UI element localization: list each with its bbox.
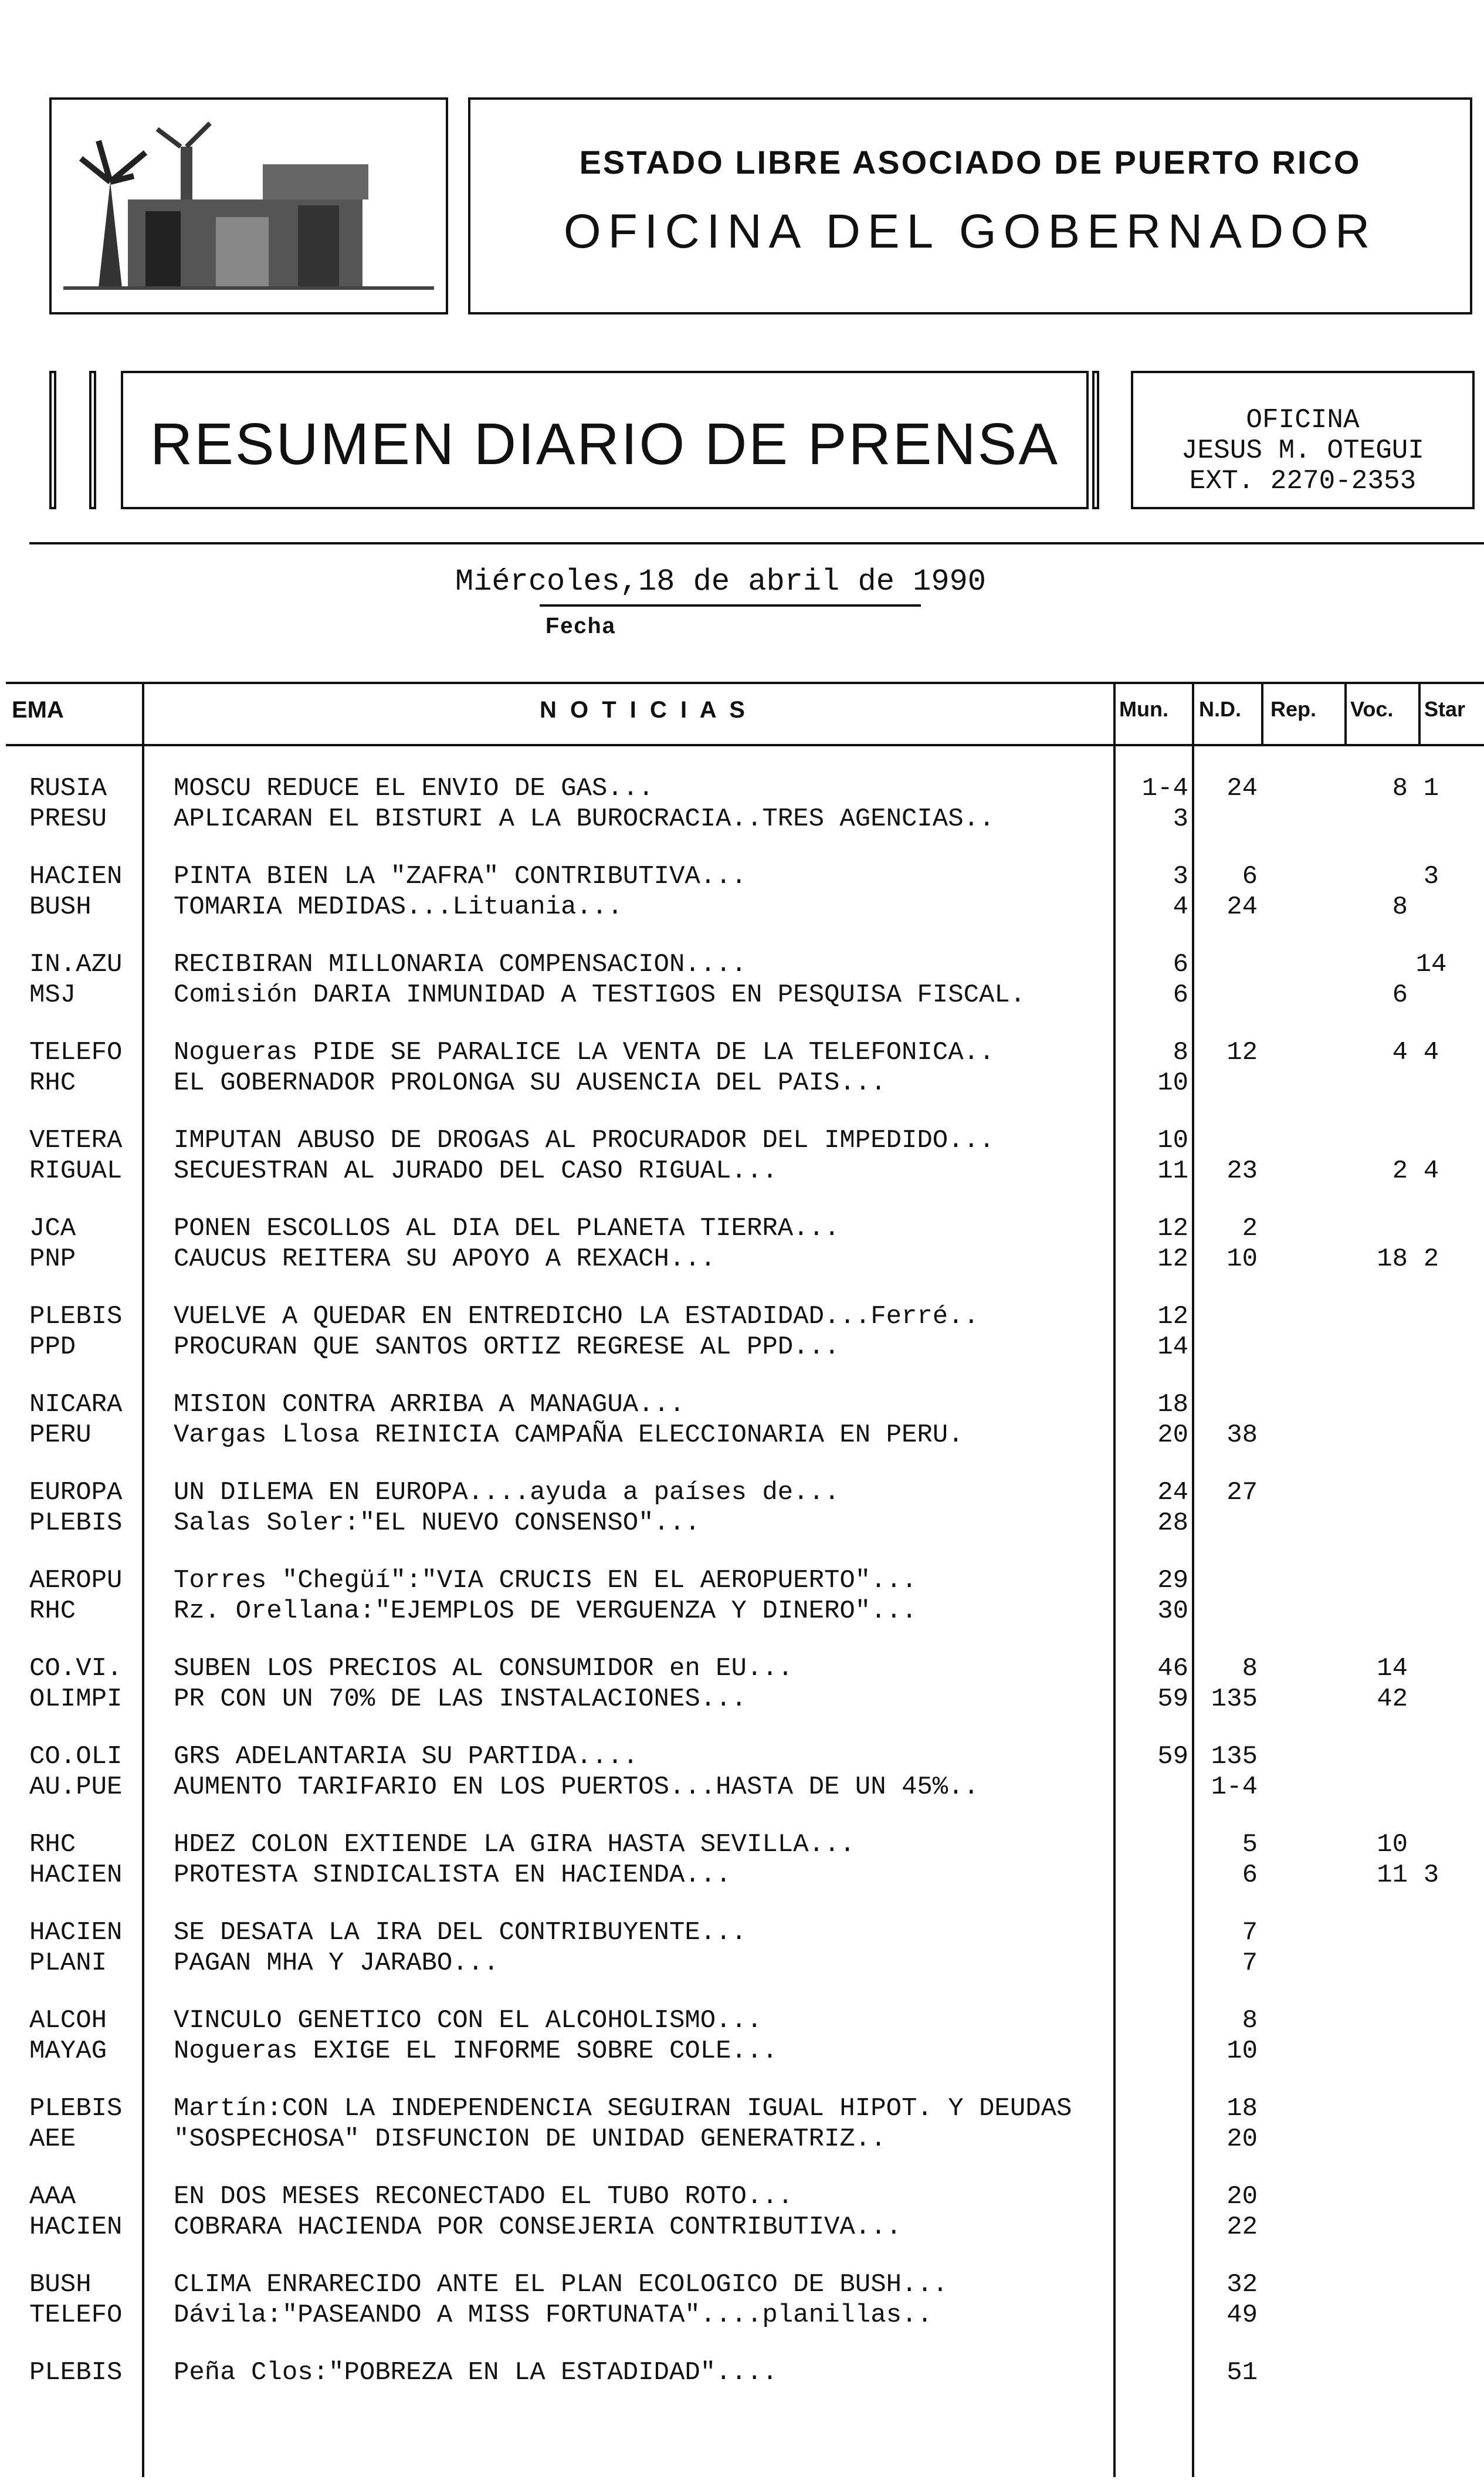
- col-header-star: Star: [1424, 697, 1466, 721]
- table-cell-noticia: VUELVE A QUEDAR EN ENTREDICHO LA ESTADIDAD...Ferré..: [174, 1302, 980, 1331]
- table-cell-mun: 12: [1157, 1214, 1188, 1243]
- table-cell-tema: AEROPU: [29, 1566, 123, 1595]
- table-cell-voc: 8: [1392, 892, 1408, 922]
- table-cell-tema: EUROPA: [29, 1478, 123, 1507]
- table-cell-nd: 24: [1226, 774, 1258, 803]
- table-cell-nd: 6: [1242, 1860, 1258, 1890]
- table-cell-tema: PLEBIS: [29, 2094, 123, 2123]
- col-header-rep: Rep.: [1270, 697, 1317, 721]
- table-cell-mun: 1-4: [1141, 774, 1188, 803]
- palace-image-icon: [63, 111, 434, 300]
- seal-logo-box: [49, 97, 448, 314]
- table-cell-noticia: Comisión DARIA INMUNIDAD A TESTIGOS EN PESQUISA FISCAL.: [174, 980, 1026, 1010]
- table-cell-mun: 12: [1157, 1244, 1188, 1274]
- fecha-label: Fecha: [546, 614, 616, 638]
- table-cell-tema: PLANI: [29, 1948, 107, 1978]
- table-cell-star: 3: [1423, 1860, 1439, 1890]
- table-cell-noticia: TOMARIA MEDIDAS...Lituania...: [174, 892, 623, 922]
- date-underline: [540, 604, 921, 607]
- table-cell-nd: 32: [1226, 2270, 1258, 2299]
- col-header-noticias: N O T I C I A S: [540, 697, 748, 723]
- table-cell-noticia: APLICARAN EL BISTURI A LA BUROCRACIA..TRES AGENCIAS..: [174, 804, 995, 834]
- table-cell-tema: CO.VI.: [29, 1654, 123, 1683]
- table-cell-star: 4: [1423, 1156, 1439, 1186]
- table-cell-tema: MAYAG: [29, 2036, 107, 2066]
- table-cell-mun: 3: [1173, 804, 1188, 834]
- col-header-mun: Mun.: [1119, 697, 1168, 721]
- table-cell-mun: 8: [1173, 1038, 1188, 1067]
- table-cell-tema: AU.PUE: [29, 1772, 123, 1802]
- table-cell-tema: RUSIA: [29, 774, 107, 803]
- table-cell-nd: 20: [1226, 2182, 1258, 2211]
- table-cell-mun: 28: [1157, 1508, 1188, 1538]
- table-cell-tema: CO.OLI: [29, 1742, 123, 1771]
- table-cell-tema: PRESU: [29, 804, 107, 834]
- table-cell-tema: RHC: [29, 1830, 76, 1859]
- table-cell-noticia: Peña Clos:"POBREZA EN LA ESTADIDAD"....: [174, 2358, 778, 2387]
- table-cell-tema: HACIEN: [29, 2212, 123, 2242]
- table-cell-noticia: UN DILEMA EN EUROPA....ayuda a países de...: [174, 1478, 840, 1507]
- oficina-name: JESUS M. OTEGUI: [1181, 435, 1425, 466]
- table-cell-voc: 8: [1392, 774, 1408, 803]
- table-cell-mun: 59: [1157, 1742, 1188, 1771]
- table-cell-nd: 10: [1226, 1244, 1258, 1274]
- table-cell-noticia: PR CON UN 70% DE LAS INSTALACIONES...: [174, 1684, 747, 1714]
- table-cell-voc: 18: [1377, 1244, 1408, 1274]
- table-cell-tema: AAA: [29, 2182, 76, 2211]
- col-divider: [1261, 682, 1263, 746]
- table-cell-mun: 18: [1157, 1390, 1188, 1419]
- table-cell-noticia: CLIMA ENRARECIDO ANTE EL PLAN ECOLOGICO DE BUSH...: [174, 2270, 948, 2299]
- table-cell-noticia: SE DESATA LA IRA DEL CONTRIBUYENTE...: [174, 1918, 747, 1947]
- table-cell-noticia: "SOSPECHOSA" DISFUNCION DE UNIDAD GENERATRIZ..: [174, 2124, 886, 2154]
- resumen-box: [121, 371, 1089, 509]
- table-cell-noticia: Vargas Llosa REINICIA CAMPAÑA ELECCIONARIA EN PERU.: [174, 1420, 964, 1450]
- table-cell-tema: TELEFO: [29, 2300, 123, 2330]
- table-cell-nd: 51: [1226, 2358, 1258, 2387]
- table-cell-mun: 4: [1173, 892, 1188, 922]
- table-cell-nd: 10: [1226, 2036, 1258, 2066]
- table-cell-noticia: MISION CONTRA ARRIBA A MANAGUA...: [174, 1390, 685, 1419]
- oficina-box: [1131, 371, 1475, 509]
- table-cell-mun: 24: [1157, 1478, 1188, 1507]
- table-cell-tema: PLEBIS: [29, 1508, 123, 1538]
- table-cell-noticia: Martín:CON LA INDEPENDENCIA SEGUIRAN IGUAL HIPOT. Y DEUDAS: [174, 2094, 1072, 2123]
- col-header-voc: Voc.: [1350, 697, 1394, 721]
- table-cell-star: 4: [1423, 1038, 1439, 1067]
- table-cell-star: 1: [1423, 774, 1439, 803]
- table-cell-nd: 7: [1242, 1918, 1258, 1947]
- decorative-bar: [89, 371, 96, 509]
- table-cell-tema: AEE: [29, 2124, 76, 2154]
- decorative-bar: [1092, 371, 1099, 509]
- table-cell-voc: 10: [1377, 1830, 1408, 1859]
- table-cell-noticia: COBRARA HACIENDA POR CONSEJERIA CONTRIBUTIVA...: [174, 2212, 902, 2242]
- table-cell-nd: 8: [1242, 1654, 1258, 1683]
- table-cell-star: 2: [1423, 1244, 1439, 1274]
- table-cell-tema: ALCOH: [29, 2006, 107, 2035]
- table-cell-mun: 20: [1157, 1420, 1188, 1450]
- table-cell-tema: PERU: [29, 1420, 92, 1450]
- table-cell-voc: 14: [1377, 1654, 1408, 1683]
- table-cell-mun: 3: [1173, 862, 1188, 891]
- decorative-bar: [49, 371, 56, 509]
- table-cell-mun: 59: [1157, 1684, 1188, 1714]
- table-cell-noticia: RECIBIRAN MILLONARIA COMPENSACION....: [174, 950, 747, 979]
- col-header-nd: N.D.: [1199, 697, 1241, 721]
- table-cell-tema: HACIEN: [29, 862, 123, 891]
- oficina-label: OFICINA: [1246, 405, 1360, 435]
- divider: [29, 542, 1484, 544]
- table-cell-tema: VETERA: [29, 1126, 123, 1155]
- table-cell-tema: PLEBIS: [29, 1302, 123, 1331]
- table-cell-noticia: GRS ADELANTARIA SU PARTIDA....: [174, 1742, 639, 1771]
- table-cell-noticia: Salas Soler:"EL NUEVO CONSENSO"...: [174, 1508, 700, 1538]
- table-cell-nd: 12: [1226, 1038, 1258, 1067]
- table-cell-noticia: EL GOBERNADOR PROLONGA SU AUSENCIA DEL PAIS...: [174, 1068, 886, 1098]
- table-cell-nd: 49: [1226, 2300, 1258, 2330]
- table-cell-voc: 6: [1392, 980, 1408, 1010]
- table-cell-noticia: AUMENTO TARIFARIO EN LOS PUERTOS...HASTA DE UN 45%..: [174, 1772, 980, 1802]
- header-line2: OFICINA DEL GOBERNADOR: [563, 205, 1377, 258]
- table-cell-nd: 22: [1226, 2212, 1258, 2242]
- table-cell-noticia: MOSCU REDUCE EL ENVIO DE GAS...: [174, 774, 654, 803]
- col-divider: [1344, 682, 1347, 746]
- table-cell-tema: MSJ: [29, 980, 76, 1010]
- table-cell-noticia: Nogueras PIDE SE PARALICE LA VENTA DE LA TELEFONICA..: [174, 1038, 995, 1067]
- table-cell-nd: 135: [1211, 1684, 1258, 1714]
- table-cell-voc: 4: [1392, 1038, 1408, 1067]
- table-cell-noticia: Torres "Chegüí":"VIA CRUCIS EN EL AEROPUERTO"...: [174, 1566, 917, 1595]
- col-header-tema: EMA: [12, 697, 64, 723]
- table-cell-noticia: Dávila:"PASEANDO A MISS FORTUNATA"....planillas..: [174, 2300, 933, 2330]
- table-cell-noticia: PAGAN MHA Y JARABO...: [174, 1948, 499, 1978]
- table-cell-nd: 6: [1242, 862, 1258, 891]
- table-cell-star: 3: [1423, 862, 1439, 891]
- table-cell-noticia: PONEN ESCOLLOS AL DIA DEL PLANETA TIERRA...: [174, 1214, 840, 1243]
- table-cell-mun: 6: [1173, 980, 1188, 1010]
- table-cell-noticia: PROCURAN QUE SANTOS ORTIZ REGRESE AL PPD...: [174, 1332, 840, 1362]
- table-cell-mun: 14: [1157, 1332, 1188, 1362]
- table-cell-tema: IN.AZU: [29, 950, 123, 979]
- table-cell-tema: PNP: [29, 1244, 76, 1274]
- table-cell-noticia: CAUCUS REITERA SU APOYO A REXACH...: [174, 1244, 716, 1274]
- table-cell-mun: 29: [1157, 1566, 1188, 1595]
- table-cell-tema: NICARA: [29, 1390, 123, 1419]
- table-cell-tema: RHC: [29, 1596, 76, 1626]
- table-cell-tema: BUSH: [29, 892, 92, 922]
- title-box: [468, 97, 1472, 314]
- table-cell-tema: TELEFO: [29, 1038, 123, 1067]
- table-cell-nd: 38: [1226, 1420, 1258, 1450]
- table-cell-mun: 46: [1157, 1654, 1188, 1683]
- table-cell-mun: 12: [1157, 1302, 1188, 1331]
- table-cell-tema: PPD: [29, 1332, 76, 1362]
- table-cell-star: 14: [1415, 950, 1447, 979]
- table-cell-mun: 10: [1157, 1126, 1188, 1155]
- table-cell-tema: PLEBIS: [29, 2358, 123, 2387]
- table-cell-nd: 8: [1242, 2006, 1258, 2035]
- table-cell-nd: 7: [1242, 1948, 1258, 1978]
- header-line1: ESTADO LIBRE ASOCIADO DE PUERTO RICO: [579, 144, 1361, 181]
- table-cell-tema: JCA: [29, 1214, 76, 1243]
- table-cell-noticia: PINTA BIEN LA "ZAFRA" CONTRIBUTIVA...: [174, 862, 747, 891]
- table-cell-noticia: IMPUTAN ABUSO DE DROGAS AL PROCURADOR DEL IMPEDIDO...: [174, 1126, 995, 1155]
- table-cell-nd: 23: [1226, 1156, 1258, 1186]
- table-cell-nd: 135: [1211, 1742, 1258, 1771]
- oficina-ext: EXT. 2270-2353: [1189, 466, 1417, 496]
- table-cell-nd: 5: [1242, 1830, 1258, 1859]
- table-cell-mun: 30: [1157, 1596, 1188, 1626]
- table-cell-noticia: Nogueras EXIGE EL INFORME SOBRE COLE...: [174, 2036, 778, 2066]
- table-cell-noticia: EN DOS MESES RECONECTADO EL TUBO ROTO...: [174, 2182, 794, 2211]
- resumen-title: RESUMEN DIARIO DE PRENSA: [150, 411, 1060, 477]
- table-cell-tema: OLIMPI: [29, 1684, 123, 1714]
- table-cell-tema: BUSH: [29, 2270, 92, 2299]
- table-cell-mun: 10: [1157, 1068, 1188, 1098]
- table-cell-tema: RIGUAL: [29, 1156, 123, 1186]
- table-cell-noticia: SUBEN LOS PRECIOS AL CONSUMIDOR en EU...: [174, 1654, 794, 1683]
- table-cell-nd: 24: [1226, 892, 1258, 922]
- table-cell-nd: 1-4: [1211, 1772, 1258, 1802]
- date-text: Miércoles,18 de abril de 1990: [455, 564, 986, 599]
- table-cell-noticia: VINCULO GENETICO CON EL ALCOHOLISMO...: [174, 2006, 763, 2035]
- table-cell-tema: HACIEN: [29, 1860, 123, 1890]
- table-cell-nd: 20: [1226, 2124, 1258, 2154]
- table-cell-noticia: SECUESTRAN AL JURADO DEL CASO RIGUAL...: [174, 1156, 778, 1186]
- table-cell-noticia: PROTESTA SINDICALISTA EN HACIENDA...: [174, 1860, 731, 1890]
- table-cell-tema: RHC: [29, 1068, 76, 1098]
- table-cell-voc: 2: [1392, 1156, 1408, 1186]
- col-divider: [1418, 682, 1421, 746]
- table-cell-tema: HACIEN: [29, 1918, 123, 1947]
- table-cell-mun: 6: [1173, 950, 1188, 979]
- table-cell-voc: 42: [1377, 1684, 1408, 1714]
- table-cell-mun: 11: [1157, 1156, 1188, 1186]
- table-cell-voc: 11: [1377, 1860, 1408, 1890]
- table-cell-nd: 27: [1226, 1478, 1258, 1507]
- table-cell-nd: 2: [1242, 1214, 1258, 1243]
- table-cell-noticia: Rz. Orellana:"EJEMPLOS DE VERGUENZA Y DINERO"...: [174, 1596, 917, 1626]
- table-cell-noticia: HDEZ COLON EXTIENDE LA GIRA HASTA SEVILLA...: [174, 1830, 855, 1859]
- col-divider: [142, 682, 144, 2477]
- table-cell-nd: 18: [1226, 2094, 1258, 2123]
